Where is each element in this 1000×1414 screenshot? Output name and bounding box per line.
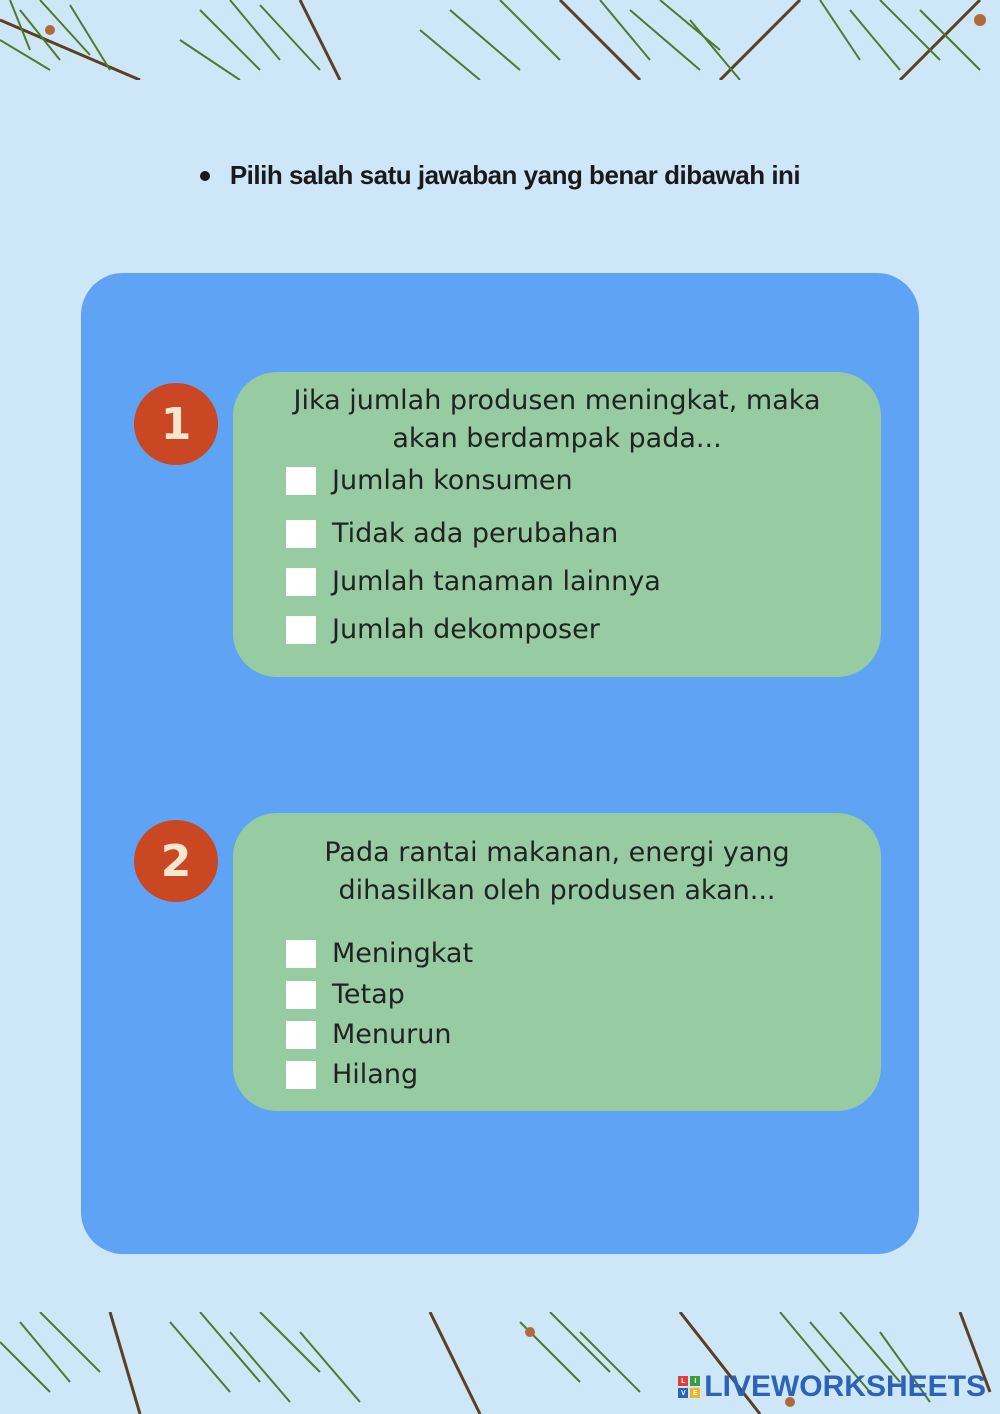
checkbox[interactable] [286,1061,316,1089]
logo-text: LIVEWORKSHEETS [704,1370,986,1403]
checkbox[interactable] [286,940,316,968]
option-label: Jumlah konsumen [332,465,573,496]
option-label: Jumlah dekomposer [332,614,600,645]
logo-letter: L [678,1376,688,1386]
logo-letter: V [678,1388,688,1398]
question-number-badge [134,820,218,902]
option[interactable] [286,979,405,1010]
option[interactable] [286,518,618,549]
checkbox[interactable] [286,568,316,596]
option[interactable] [286,1019,451,1050]
option-label: Meningkat [332,938,474,969]
quiz-panel [81,273,919,1254]
question-card [233,372,881,677]
logo-letter: I [690,1376,700,1386]
logo-mark [678,1376,700,1398]
option[interactable] [286,614,600,645]
checkbox[interactable] [286,467,316,495]
checkbox[interactable] [286,520,316,548]
bullet-icon [200,171,210,181]
liveworksheets-logo[interactable] [678,1370,986,1404]
option-label: Tetap [332,979,405,1010]
option[interactable] [286,938,473,969]
option[interactable] [286,465,573,496]
pine-branches-top [0,0,1000,80]
question-text: Jika jumlah produsen meningkat, maka akan berdampak pada... [293,385,821,454]
option-label: Jumlah tanaman lainnya [332,566,661,597]
question-number-badge [134,383,218,465]
option-label: Tidak ada perubahan [332,518,619,549]
option-label: Hilang [332,1059,419,1090]
option-label: Menurun [332,1019,452,1050]
option[interactable] [286,566,661,597]
checkbox[interactable] [286,1021,316,1049]
instruction-text: Pilih salah satu jawaban yang benar dibawah ini [229,160,801,190]
question-card [233,813,881,1111]
checkbox[interactable] [286,981,316,1009]
instruction [0,160,1000,191]
option[interactable] [286,1059,418,1090]
question-text: Pada rantai makanan, energi yang dihasilkan oleh produsen akan... [324,837,790,906]
logo-letter: E [690,1388,700,1398]
checkbox[interactable] [286,616,316,644]
question-number: 2 [160,835,192,887]
question-number: 1 [160,398,192,450]
